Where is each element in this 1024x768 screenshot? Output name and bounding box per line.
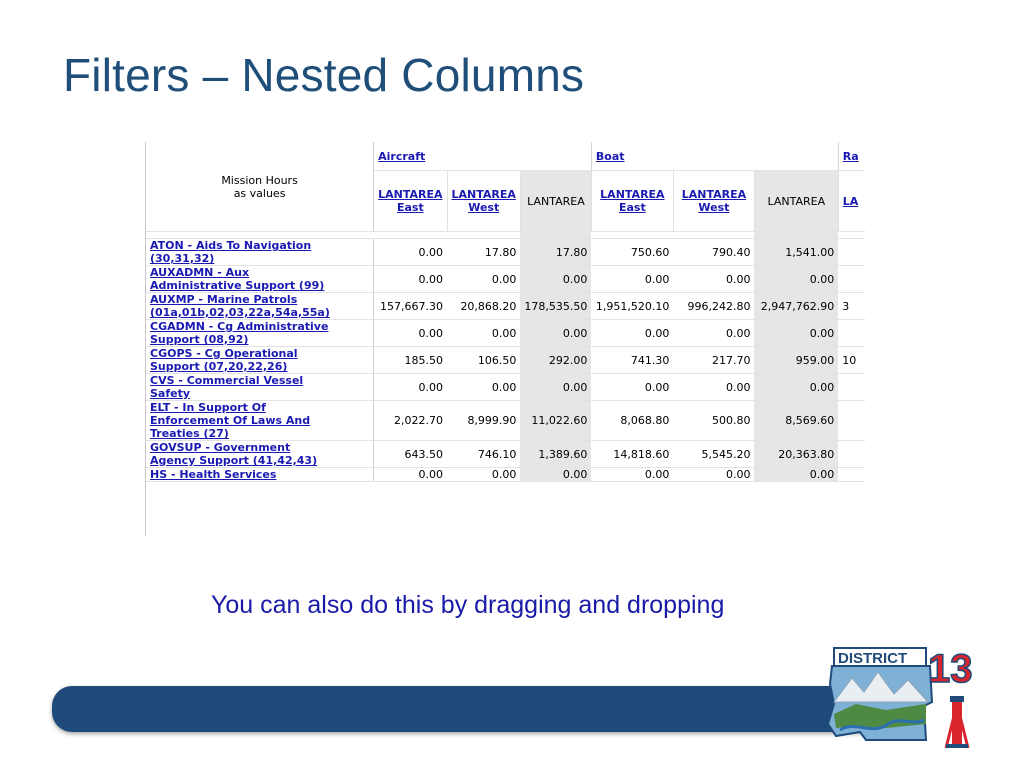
subheader-link[interactable]: LA	[842, 194, 859, 208]
logo-number: 13	[928, 647, 973, 691]
clipped-value-cell	[838, 266, 865, 293]
row-label-cell[interactable]	[146, 239, 374, 266]
value-cell: 0.00	[374, 266, 447, 293]
group-header-aircraft[interactable]	[374, 142, 592, 171]
value-cell: 2,022.70	[374, 401, 447, 441]
row-label-link[interactable]: Enforcement Of Laws And	[150, 414, 311, 427]
footer-bar	[52, 686, 892, 732]
table-row	[146, 401, 865, 441]
value-cell: 0.00	[374, 239, 447, 266]
row-label-link[interactable]: CGADMN - Cg Administrative	[150, 320, 329, 333]
gap-cell	[520, 232, 591, 239]
clipped-value-cell: 3	[838, 293, 865, 320]
pivot-body	[146, 239, 865, 482]
table-row	[146, 320, 865, 347]
group-header-boat[interactable]	[591, 142, 838, 171]
value-cell: 790.40	[673, 239, 754, 266]
slide-caption: You can also do this by dragging and dropping	[211, 591, 725, 619]
group-header-row	[146, 142, 865, 171]
district-13-logo	[826, 644, 986, 752]
subheader-link[interactable]: East	[396, 201, 424, 214]
gap-cell	[146, 232, 374, 239]
total-value-cell: 1,389.60	[520, 441, 591, 468]
value-cell: 157,667.30	[374, 293, 447, 320]
clipped-value-cell	[838, 320, 865, 347]
pivot-corner-label	[146, 142, 374, 232]
total-value-cell: 17.80	[520, 239, 591, 266]
logo-lighthouse-icon	[946, 696, 968, 748]
value-cell: 0.00	[374, 374, 447, 401]
total-value-cell: 20,363.80	[754, 441, 838, 468]
value-cell: 500.80	[673, 401, 754, 441]
table-row	[146, 266, 865, 293]
value-cell: 0.00	[447, 468, 520, 482]
value-cell: 0.00	[374, 320, 447, 347]
value-cell: 0.00	[374, 468, 447, 482]
row-label-link[interactable]: AUXMP - Marine Patrols	[150, 293, 298, 306]
group-link-clipped[interactable]: Ra	[842, 149, 859, 163]
value-cell: 0.00	[591, 320, 673, 347]
value-cell: 185.50	[374, 347, 447, 374]
row-label-cell[interactable]	[146, 293, 374, 320]
gap-cell	[754, 232, 838, 239]
row-label-link[interactable]: CVS - Commercial Vessel	[150, 374, 304, 387]
total-value-cell: 0.00	[520, 468, 591, 482]
value-cell: 0.00	[673, 266, 754, 293]
gap-cell	[838, 232, 865, 239]
row-label-link[interactable]: Safety	[150, 387, 191, 400]
corner-label-line2: as values	[233, 186, 286, 200]
row-label-link[interactable]: GOVSUP - Government	[150, 441, 291, 454]
table-row	[146, 441, 865, 468]
subheader-link[interactable]: LANTAREA	[681, 188, 747, 201]
value-cell: 0.00	[591, 468, 673, 482]
total-value-cell: 292.00	[520, 347, 591, 374]
subheader-link[interactable]: West	[698, 201, 730, 214]
slide-title: Filters – Nested Columns	[63, 49, 585, 101]
row-label-link[interactable]: Agency Support (41,42,43)	[150, 454, 318, 467]
value-cell: 643.50	[374, 441, 447, 468]
total-value-cell: 0.00	[520, 374, 591, 401]
row-label-cell[interactable]	[146, 468, 374, 482]
row-label-link[interactable]: Treaties (27)	[150, 427, 229, 440]
value-cell: 750.60	[591, 239, 673, 266]
value-cell: 0.00	[447, 266, 520, 293]
total-value-cell: 0.00	[754, 374, 838, 401]
table-row	[146, 468, 865, 482]
table-row	[146, 347, 865, 374]
row-label-link[interactable]: HS - Health Services	[150, 468, 277, 481]
total-value-cell: 11,022.60	[520, 401, 591, 441]
clipped-value-cell	[838, 468, 865, 482]
clipped-value-cell	[838, 401, 865, 441]
value-cell: 8,999.90	[447, 401, 520, 441]
total-value-cell: 0.00	[754, 468, 838, 482]
pivot-table	[146, 142, 865, 482]
row-label-link[interactable]: ELT - In Support Of	[150, 401, 266, 414]
total-value-cell: 1,541.00	[754, 239, 838, 266]
row-label-link[interactable]: AUXADMN - Aux	[150, 266, 250, 279]
pivot-table-container	[145, 142, 865, 536]
row-label-cell[interactable]	[146, 374, 374, 401]
total-value-cell: 8,569.60	[754, 401, 838, 441]
clipped-value-cell: 10	[838, 347, 865, 374]
table-row	[146, 374, 865, 401]
logo-word: DISTRICT	[838, 650, 908, 667]
subheader-link[interactable]: East	[619, 201, 646, 214]
total-value-cell: 2,947,762.90	[754, 293, 838, 320]
row-label-link[interactable]: Administrative Support (99)	[150, 279, 325, 292]
group-link-aircraft[interactable]: Aircraft	[378, 149, 426, 163]
subheader-link[interactable]: LANTAREA	[451, 188, 516, 201]
row-label-link[interactable]: CGOPS - Cg Operational	[150, 347, 298, 360]
subheader-aircraft-west[interactable]	[447, 171, 520, 232]
gap-cell	[374, 232, 447, 239]
total-value-cell: 0.00	[754, 320, 838, 347]
group-link-boat[interactable]: Boat	[595, 149, 625, 163]
value-cell: 0.00	[591, 374, 673, 401]
header-gap-row	[146, 232, 865, 239]
clipped-value-cell	[838, 374, 865, 401]
value-cell: 106.50	[447, 347, 520, 374]
gap-cell	[673, 232, 754, 239]
subheader-link[interactable]: LANTAREA	[378, 188, 443, 201]
value-cell: 14,818.60	[591, 441, 673, 468]
subheader-link[interactable]: LANTAREA	[600, 188, 665, 201]
subheader-aircraft-east[interactable]	[374, 171, 447, 232]
value-cell: 1,951,520.10	[591, 293, 673, 320]
value-cell: 8,068.80	[591, 401, 673, 441]
row-label-cell[interactable]	[146, 401, 374, 441]
total-value-cell: 178,535.50	[520, 293, 591, 320]
subheader-boat-east[interactable]	[591, 171, 673, 232]
value-cell: 746.10	[447, 441, 520, 468]
value-cell: 0.00	[673, 468, 754, 482]
gap-cell	[447, 232, 520, 239]
value-cell: 0.00	[673, 374, 754, 401]
clipped-value-cell	[838, 441, 865, 468]
subheader-aircraft-total: LANTAREA	[520, 171, 591, 232]
value-cell: 20,868.20	[447, 293, 520, 320]
value-cell: 217.70	[673, 347, 754, 374]
value-cell: 996,242.80	[673, 293, 754, 320]
gap-cell	[591, 232, 673, 239]
row-label-link[interactable]: (30,31,32)	[150, 252, 215, 265]
subheader-link[interactable]: West	[468, 201, 500, 214]
group-header-clipped[interactable]	[838, 142, 865, 171]
row-label-cell[interactable]	[146, 320, 374, 347]
total-value-cell: 0.00	[520, 320, 591, 347]
row-label-cell[interactable]	[146, 266, 374, 293]
value-cell: 741.30	[591, 347, 673, 374]
subheader-boat-total: LANTAREA	[754, 171, 838, 232]
corner-label-line1: Mission Hours	[221, 173, 298, 187]
value-cell: 0.00	[447, 374, 520, 401]
row-label-link[interactable]: Support (07,20,22,26)	[150, 360, 288, 373]
subheader-clipped[interactable]	[838, 171, 865, 232]
value-cell: 0.00	[673, 320, 754, 347]
table-row	[146, 239, 865, 266]
row-label-link[interactable]: ATON - Aids To Navigation	[150, 239, 312, 252]
value-cell: 0.00	[591, 266, 673, 293]
total-value-cell: 0.00	[754, 266, 838, 293]
total-value-cell: 959.00	[754, 347, 838, 374]
value-cell: 0.00	[447, 320, 520, 347]
row-label-cell[interactable]	[146, 441, 374, 468]
row-label-link[interactable]: (01a,01b,02,03,22a,54a,55a)	[150, 306, 330, 319]
subheader-boat-west[interactable]	[673, 171, 754, 232]
clipped-value-cell	[838, 239, 865, 266]
value-cell: 5,545.20	[673, 441, 754, 468]
row-label-link[interactable]: Support (08,92)	[150, 333, 249, 346]
total-value-cell: 0.00	[520, 266, 591, 293]
value-cell: 17.80	[447, 239, 520, 266]
row-label-cell[interactable]	[146, 347, 374, 374]
table-row	[146, 293, 865, 320]
